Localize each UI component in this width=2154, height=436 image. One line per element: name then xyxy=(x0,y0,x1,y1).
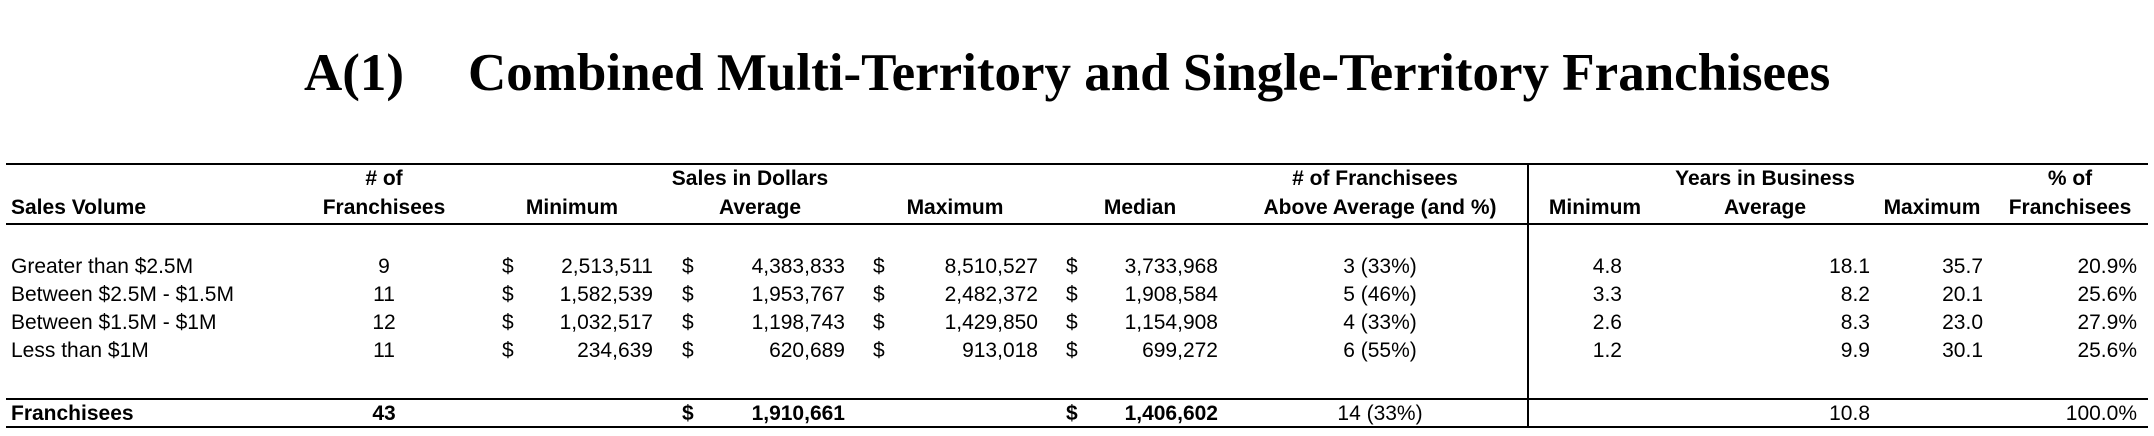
total-avg-value: 1,910,661 xyxy=(751,402,845,425)
row-avg-dollar: $ xyxy=(682,283,694,306)
row-med-dollar: $ xyxy=(1066,255,1078,278)
row-max-dollar: $ xyxy=(873,283,885,306)
header-pct-of: % of xyxy=(2047,167,2093,190)
row-label: Greater than $2.5M xyxy=(11,255,194,278)
header-median: Median xyxy=(1103,196,1177,219)
row-max-dollar: $ xyxy=(873,255,885,278)
row-label: Between $2.5M - $1.5M xyxy=(11,283,234,306)
row-min-dollar: $ xyxy=(502,283,514,306)
row-label: Between $1.5M - $1M xyxy=(11,311,217,334)
row-yib-min: 2.6 xyxy=(1592,311,1622,334)
row-yib-avg: 8.2 xyxy=(1840,283,1870,306)
row-max-dollar: $ xyxy=(873,311,885,334)
row-count: 11 xyxy=(373,339,395,362)
row-max-value: 8,510,527 xyxy=(944,255,1038,278)
total-yib-average: 10.8 xyxy=(1829,402,1870,425)
row-med-value: 1,908,584 xyxy=(1124,283,1218,306)
total-above: 14 (33%) xyxy=(1337,402,1423,425)
row-max-value: 2,482,372 xyxy=(944,283,1038,306)
row-med-dollar: $ xyxy=(1066,311,1078,334)
header-sales-in-dollars: Sales in Dollars xyxy=(671,167,829,190)
row-yib-avg: 9.9 xyxy=(1840,339,1870,362)
row-yib-max: 30.1 xyxy=(1942,339,1983,362)
row-count: 11 xyxy=(373,283,395,306)
row-yib-max: 23.0 xyxy=(1942,311,1983,334)
row-med-value: 1,154,908 xyxy=(1124,311,1218,334)
row-pct: 20.9% xyxy=(2077,255,2137,278)
header-yib-minimum: Minimum xyxy=(1548,196,1642,219)
row-pct: 25.6% xyxy=(2077,283,2137,306)
header-above-average: Above Average (and %) xyxy=(1263,196,1497,219)
row-med-dollar: $ xyxy=(1066,283,1078,306)
row-yib-min: 1.2 xyxy=(1592,339,1622,362)
row-min-value: 2,513,511 xyxy=(561,255,653,278)
row-max-value: 913,018 xyxy=(962,339,1038,362)
row-pct: 27.9% xyxy=(2077,311,2137,334)
row-avg-dollar: $ xyxy=(682,311,694,334)
row-avg-value: 1,953,767 xyxy=(751,283,845,306)
row-med-value: 699,272 xyxy=(1142,339,1218,362)
row-avg-value: 620,689 xyxy=(769,339,845,362)
row-min-value: 1,582,539 xyxy=(559,283,653,306)
row-yib-min: 3.3 xyxy=(1592,283,1622,306)
header-num-franchisees: # of Franchisees xyxy=(1292,167,1458,190)
row-avg-value: 1,198,743 xyxy=(751,311,845,334)
row-yib-avg: 8.3 xyxy=(1840,311,1870,334)
row-yib-avg: 18.1 xyxy=(1829,255,1870,278)
total-count: 43 xyxy=(372,402,396,425)
total-label: Franchisees xyxy=(11,402,134,425)
table-top-border xyxy=(6,163,2148,165)
header-pct-franchisees: Franchisees xyxy=(2008,196,2132,219)
title-code: A(1) xyxy=(304,44,405,102)
header-yib-maximum: Maximum xyxy=(1883,196,1981,219)
title-text: Combined Multi-Territory and Single-Territory Franchisees xyxy=(468,44,1831,102)
total-pct: 100.0% xyxy=(2065,402,2137,425)
total-top-border xyxy=(6,398,2148,400)
row-max-dollar: $ xyxy=(873,339,885,362)
header-maximum: Maximum xyxy=(906,196,1004,219)
row-min-value: 234,639 xyxy=(577,339,653,362)
row-count: 9 xyxy=(378,255,390,278)
row-above: 5 (46%) xyxy=(1343,283,1417,306)
section-divider xyxy=(1527,163,1529,428)
row-yib-max: 35.7 xyxy=(1942,255,1983,278)
row-avg-dollar: $ xyxy=(682,339,694,362)
row-above: 6 (55%) xyxy=(1343,339,1417,362)
row-max-value: 1,429,850 xyxy=(944,311,1038,334)
row-label: Less than $1M xyxy=(11,339,149,362)
header-years-in-business: Years in Business xyxy=(1675,167,1855,190)
row-med-value: 3,733,968 xyxy=(1124,255,1218,278)
row-min-value: 1,032,517 xyxy=(559,311,653,334)
total-med-dollar: $ xyxy=(1066,402,1078,425)
row-avg-dollar: $ xyxy=(682,255,694,278)
header-num-of: # of xyxy=(365,167,403,190)
row-avg-value: 4,383,833 xyxy=(751,255,845,278)
row-yib-max: 20.1 xyxy=(1942,283,1983,306)
header-average: Average xyxy=(718,196,802,219)
row-pct: 25.6% xyxy=(2077,339,2137,362)
header-sales-volume: Sales Volume xyxy=(11,196,147,219)
row-above: 4 (33%) xyxy=(1343,311,1417,334)
row-min-dollar: $ xyxy=(502,311,514,334)
header-minimum: Minimum xyxy=(525,196,619,219)
row-min-dollar: $ xyxy=(502,339,514,362)
header-franchisees: Franchisees xyxy=(322,196,446,219)
document-title xyxy=(0,38,2154,108)
row-min-dollar: $ xyxy=(502,255,514,278)
total-med-value: 1,406,602 xyxy=(1124,402,1218,425)
header-bottom-border xyxy=(6,223,2148,225)
row-yib-min: 4.8 xyxy=(1592,255,1622,278)
total-avg-dollar: $ xyxy=(682,402,694,425)
row-count: 12 xyxy=(372,311,396,334)
row-med-dollar: $ xyxy=(1066,339,1078,362)
header-yib-average: Average xyxy=(1723,196,1807,219)
row-above: 3 (33%) xyxy=(1343,255,1417,278)
